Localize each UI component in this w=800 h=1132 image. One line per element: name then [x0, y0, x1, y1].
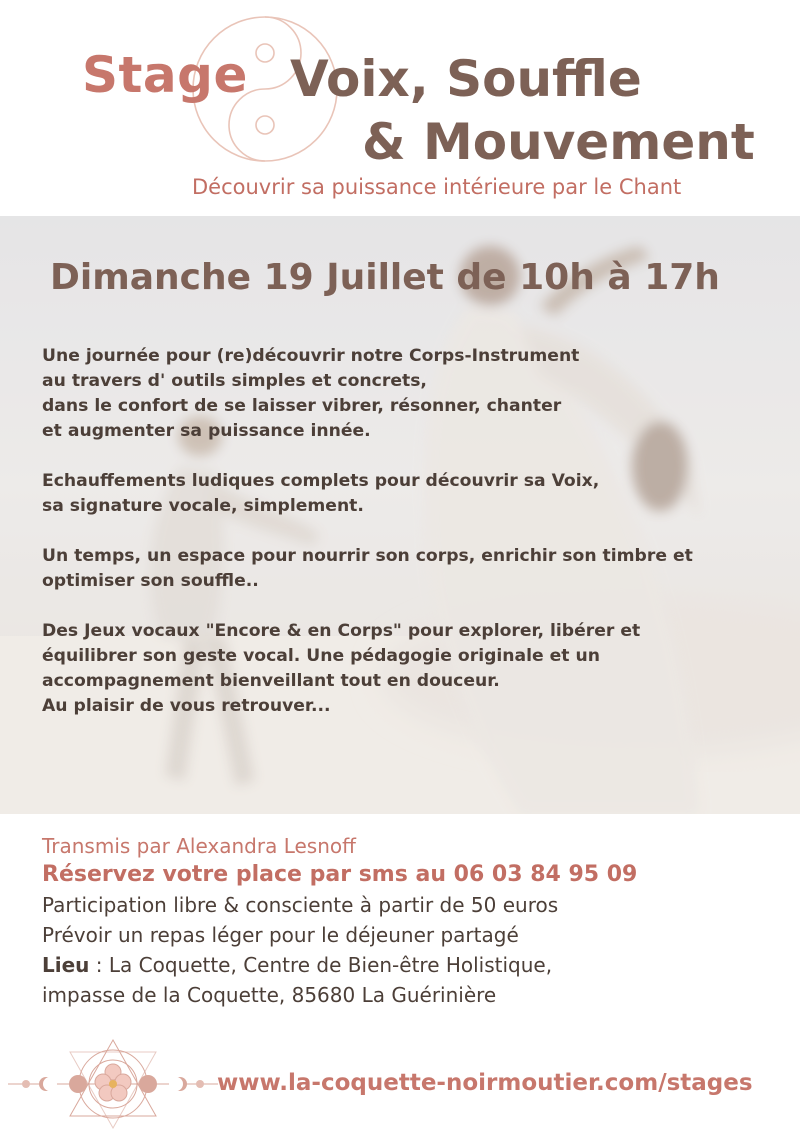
- text-line: au travers d' outils simples et concrets,: [42, 371, 427, 391]
- description-paragraph-4: [42, 619, 782, 719]
- text-line: optimiser son souffle..: [42, 571, 259, 591]
- venue-label: Lieu: [42, 953, 90, 977]
- event-date: Dimanche 19 Juillet de 10h à 17h: [50, 257, 720, 298]
- flower-of-life-emblem-icon: [8, 1036, 218, 1132]
- website-link[interactable]: www.la-coquette-noirmoutier.com/stages: [217, 1070, 753, 1096]
- meal-note: Prévoir un repas léger pour le déjeuner partagé: [42, 923, 519, 947]
- participation-price: Participation libre & consciente à partir de 50 euros: [42, 893, 559, 917]
- title-stage: Stage: [82, 46, 248, 104]
- title-line-2: & Mouvement: [362, 113, 755, 171]
- text-line: sa signature vocale, simplement.: [42, 496, 364, 516]
- reservation-phone: Réservez votre place par sms au 06 03 84 95 09: [42, 862, 638, 887]
- venue-line: [42, 950, 637, 980]
- text-line: équilibrer son geste vocal. Une pédagogie originale et un: [42, 646, 600, 666]
- description-paragraph-1: [42, 344, 782, 444]
- info-section: [42, 832, 637, 1010]
- text-line: Echauffements ludiques complets pour découvrir sa Voix,: [42, 471, 600, 491]
- text-line: dans le confort de se laisser vibrer, résonner, chanter: [42, 396, 562, 416]
- title-line-1: Voix, Souffle: [290, 50, 642, 108]
- description-paragraph-2: [42, 469, 782, 519]
- venue-address: impasse de la Coquette, 85680 La Guérinière: [42, 983, 497, 1007]
- teacher-credit: Transmis par Alexandra Lesnoff: [42, 834, 356, 858]
- text-line: et augmenter sa puissance innée.: [42, 421, 371, 441]
- text-line: Au plaisir de vous retrouver...: [42, 696, 331, 716]
- venue-name: : La Coquette, Centre de Bien-être Holistique,: [89, 953, 553, 977]
- text-line: Un temps, un espace pour nourrir son corps, enrichir son timbre et: [42, 546, 693, 566]
- text-line: accompagnement bienveillant tout en douceur.: [42, 671, 500, 691]
- subtitle: Découvrir sa puissance intérieure par le Chant: [192, 175, 682, 199]
- text-line: Des Jeux vocaux "Encore & en Corps" pour explorer, libérer et: [42, 621, 641, 641]
- description: [42, 344, 782, 744]
- text-line: Une journée pour (re)découvrir notre Corps-Instrument: [42, 346, 580, 366]
- description-paragraph-3: [42, 544, 782, 594]
